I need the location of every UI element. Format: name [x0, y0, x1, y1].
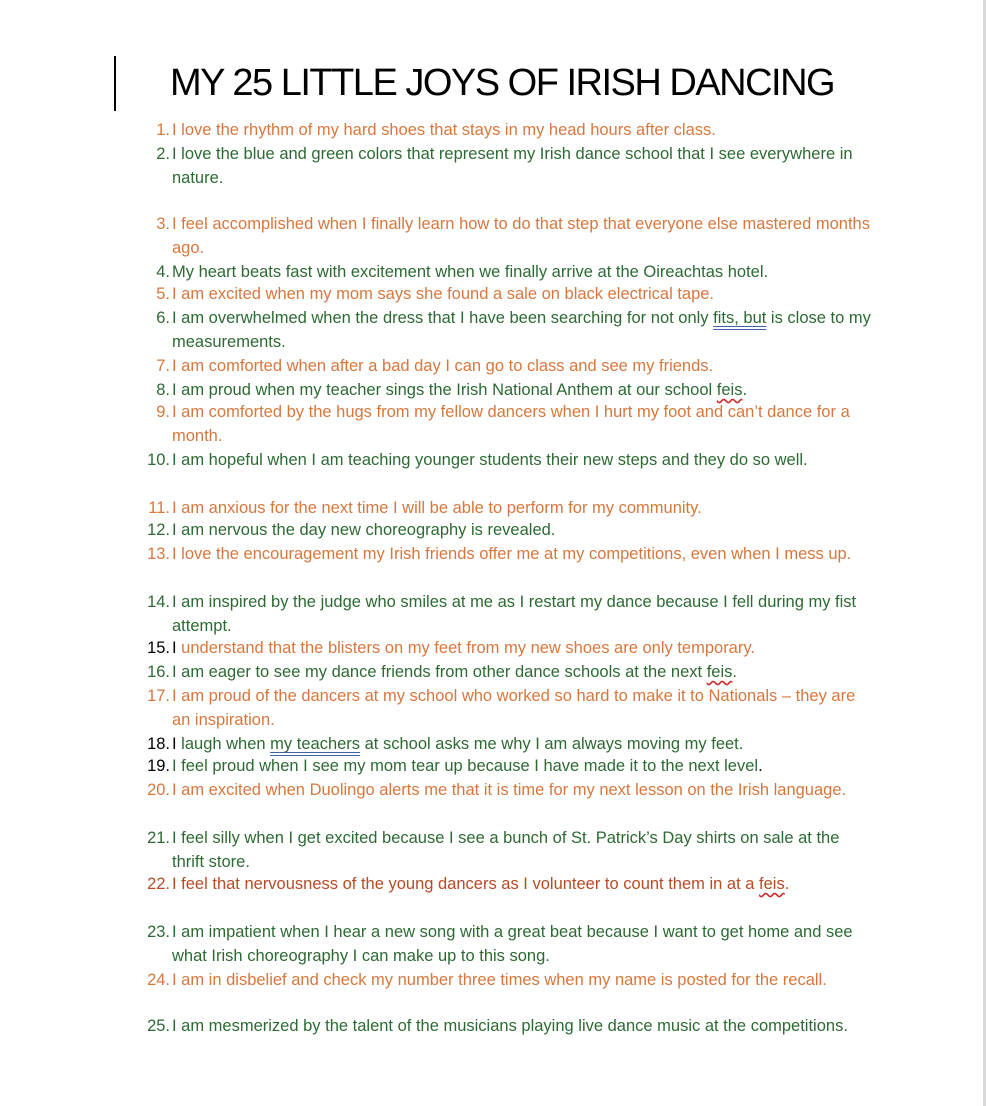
item-text: I am comforted by the hugs from my fellow dancers when I hurt my foot and can’t dance for a month. [172, 403, 850, 445]
item-text-start: I am proud when my teacher sings the Irish National Anthem at our school [172, 381, 717, 399]
item-text [172, 306, 875, 354]
spelling-flagged-word[interactable]: feis [716, 381, 743, 399]
item-text: I am inspired by the judge who smiles at me as I restart my dance because I fell during my fist attempt. [172, 593, 857, 635]
item-number: 17. [147, 687, 170, 705]
item-text: I love the rhythm of my hard shoes that stays in my head hours after class. [172, 121, 716, 139]
item-number: 12. [147, 521, 170, 539]
list-item [140, 968, 875, 992]
item-text-start: I feel that nervousness of the young dancers as I volunteer to count them in at a [172, 875, 760, 893]
item-text [172, 872, 875, 896]
spelling-flagged-word[interactable]: feis [759, 875, 785, 893]
list-item [140, 732, 875, 756]
list-item [140, 282, 875, 306]
item-text [172, 660, 875, 684]
item-number: 4. [156, 263, 170, 281]
item-text-start: I am overwhelmed when the dress that I have been searching for not only [172, 309, 714, 327]
spelling-flagged-word[interactable]: feis [706, 663, 733, 681]
list-item [140, 212, 875, 260]
list-item [140, 754, 875, 778]
item-text [172, 732, 875, 756]
list-item [140, 260, 875, 284]
list-item [140, 142, 875, 190]
item-text [172, 636, 875, 660]
item-text-end: . [742, 381, 748, 399]
item-number: 25. [147, 1017, 170, 1035]
item-number: 18. [147, 735, 170, 753]
list-item [140, 354, 875, 378]
list-item [140, 518, 875, 542]
item-number: 23. [147, 923, 170, 941]
item-text-end: . [784, 875, 790, 893]
grammar-flagged-text[interactable]: fits, but [713, 309, 767, 327]
item-text-lead: I [172, 735, 182, 753]
item-text-start: laugh when [181, 735, 271, 753]
list-item [140, 636, 875, 660]
list-item [140, 448, 875, 472]
list-item [140, 118, 875, 142]
item-number: 9. [156, 403, 170, 421]
list-item [140, 684, 875, 732]
item-number: 22. [147, 875, 170, 893]
item-number: 14. [147, 593, 170, 611]
list-item [140, 306, 875, 354]
item-text: I feel silly when I get excited because I see a bunch of St. Patrick’s Day shirts on sale at the thrift store. [172, 829, 840, 871]
item-text-start: I am eager to see my dance friends from other dance schools at the next [172, 663, 707, 681]
list-item [140, 872, 875, 896]
list-item [140, 590, 875, 638]
item-number: 7. [156, 357, 170, 375]
item-text: I love the encouragement my Irish friends offer me at my competitions, even when I mess up. [172, 545, 852, 563]
list-item [140, 1014, 875, 1038]
item-text: I am nervous the day new choreography is revealed. [172, 521, 556, 539]
item-text: I am in disbelief and check my number three times when my name is posted for the recall. [172, 971, 827, 989]
item-number: 3. [156, 215, 170, 233]
item-number: 19. [147, 757, 170, 775]
item-text: I am hopeful when I am teaching younger students their new steps and they do so well. [172, 451, 808, 469]
item-text: I love the blue and green colors that represent my Irish dance school that I see everywhere in nature. [172, 145, 853, 187]
list-item [140, 496, 875, 520]
item-text: I am comforted when after a bad day I can go to class and see my friends. [172, 357, 714, 375]
item-number: 8. [156, 381, 170, 399]
item-text: I am impatient when I hear a new song with a great beat because I want to get home and see what Irish choreography I can make up to this song. [172, 923, 853, 965]
item-text-lead: I [172, 639, 182, 657]
list-item [140, 778, 875, 802]
list-item [140, 826, 875, 874]
item-text: I am excited when my mom says she found a sale on black electrical tape. [172, 285, 715, 303]
item-text: I am mesmerized by the talent of the musicians playing live dance music at the competitions. [172, 1017, 848, 1035]
item-number: 21. [147, 829, 170, 847]
item-text-end: at school asks me why I am always moving my feet. [360, 735, 744, 753]
item-text-period: . [758, 757, 763, 775]
item-text: My heart beats fast with excitement when we finally arrive at the Oireachtas hotel. [172, 263, 769, 281]
item-text-end: is close to my measurements. [172, 309, 871, 351]
list-item [140, 542, 875, 566]
item-number: 5. [156, 285, 170, 303]
item-text: I am anxious for the next time I will be able to perform for my community. [172, 499, 702, 517]
list-item [140, 660, 875, 684]
list-item [140, 378, 875, 402]
item-number: 24. [147, 971, 170, 989]
item-text-body: I feel proud when I see my mom tear up because I have made it to the next level [172, 757, 759, 775]
item-number: 13. [147, 545, 170, 563]
item-text [172, 378, 875, 402]
item-text: I am proud of the dancers at my school who worked so hard to make it to Nationals – they are an inspiration. [172, 687, 856, 729]
item-number: 1. [156, 121, 170, 139]
item-text: I feel accomplished when I finally learn how to do that step that everyone else mastered months ago. [172, 215, 870, 257]
item-number: 2. [156, 145, 170, 163]
item-number: 15. [147, 639, 170, 657]
item-text-end: . [732, 663, 737, 681]
item-text [172, 754, 875, 778]
item-number: 6. [156, 309, 170, 327]
item-number: 11. [148, 499, 170, 517]
grammar-flagged-text[interactable]: my teachers [270, 735, 361, 753]
item-number: 20. [147, 781, 170, 799]
item-text: I am excited when Duolingo alerts me that it is time for my next lesson on the Irish language. [172, 781, 847, 799]
item-number: 16. [147, 663, 170, 681]
page-title: MY 25 LITTLE JOYS OF IRISH DANCING [170, 62, 835, 104]
list-item [140, 400, 875, 448]
list-item [140, 920, 875, 968]
item-text-rest: understand that the blisters on my feet from my new shoes are only temporary. [181, 639, 755, 657]
item-number: 10. [147, 451, 170, 469]
